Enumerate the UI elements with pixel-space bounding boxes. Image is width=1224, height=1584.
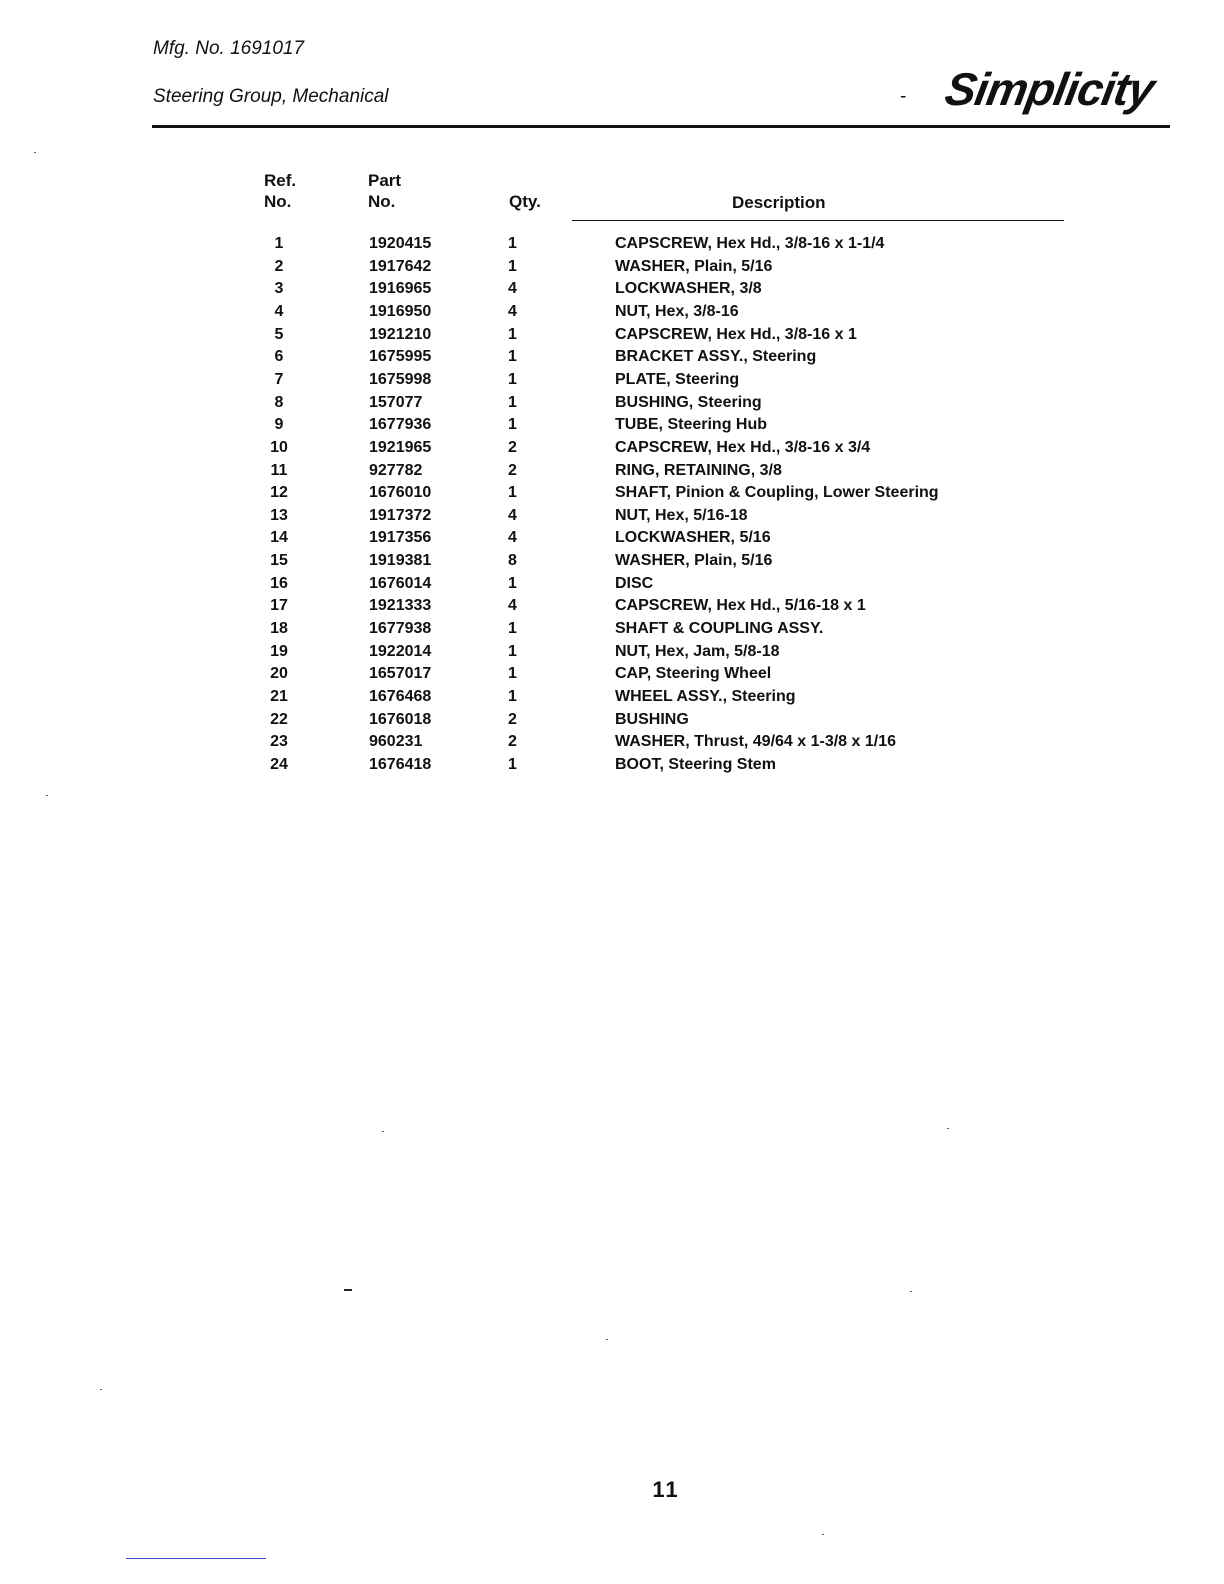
scan-speck [822,1534,824,1535]
description-cell: NUT, Hex, 3/8-16 [615,302,739,320]
part-no-cell: 1917356 [369,529,432,547]
qty-cell: 4 [508,529,517,547]
qty-cell: 4 [508,597,517,615]
description-cell: RING, RETAINING, 3/8 [615,461,782,479]
part-no-cell: 1676468 [369,688,432,705]
description-cell: LOCKWASHER, 3/8 [615,280,762,298]
scan-speck [100,1389,102,1390]
description-cell: TUBE, Steering Hub [615,416,768,434]
description-cell: CAPSCREW, Hex Hd., 3/8-16 x 1 [615,325,857,343]
part-no-cell: 1676018 [369,710,432,728]
part-no-cell: 1916965 [369,280,432,298]
ref-no-cell: 5 [274,325,284,343]
description-cell: LOCKWASHER, 5/16 [615,529,771,547]
qty-cell: 4 [508,280,517,298]
group-title: Steering Group, Mechanical [153,86,389,107]
simplicity-logo: Simplicity [941,63,1158,115]
mfg-number: Mfg. No. 1691017 [153,38,305,59]
ref-no-cell: 1 [274,235,284,252]
ref-no-cell: 20 [270,665,288,683]
part-no-header [368,170,401,212]
ref-no-cell: 19 [270,642,288,660]
part-no-cell: 927782 [369,461,423,479]
part-no-cell: 1917372 [369,506,432,524]
ref-no-header [264,170,296,212]
part-no-cell: 1676010 [369,484,432,502]
part-no-cell: 1921210 [369,325,432,343]
scan-speck [46,795,48,796]
part-no-cell: 1916950 [369,302,432,320]
header-underline [572,220,1064,221]
ref-no-cell: 11 [270,461,288,479]
qty-cell: 1 [508,370,517,388]
qty-cell: 4 [508,302,517,320]
description-cell: CAP, Steering Wheel [615,665,772,683]
ref-no-cell: 22 [270,710,288,728]
description-cell: WHEEL ASSY., Steering [615,688,796,705]
ref-no-cell: 9 [274,416,284,434]
description-cell: BUSHING, Steering [615,393,762,411]
qty-cell: 1 [508,688,517,705]
scan-speck [344,1289,352,1291]
qty-cell: 1 [508,755,517,773]
qty-cell: 1 [508,235,517,252]
qty-cell: 2 [508,733,517,751]
ref-no-cell: 23 [270,733,288,751]
ref-no-cell: 18 [270,620,288,638]
part-no-cell: 1675998 [369,370,432,388]
qty-cell: 2 [508,438,517,456]
scan-speck [606,1339,608,1340]
description-cell: WASHER, Thrust, 49/64 x 1-3/8 x 1/16 [615,733,897,751]
part-no-cell: 1922014 [369,642,432,660]
part-no-cell: 1921965 [369,438,432,456]
description-cell: PLATE, Steering [615,370,740,388]
description-cell: NUT, Hex, 5/16-18 [615,506,748,524]
description-header: Description [732,193,826,212]
qty-cell: 1 [508,484,517,502]
header-rule [152,125,1170,128]
description-cell: BRACKET ASSY., Steering [615,348,817,366]
part-no-cell: 1676014 [369,574,432,592]
ref-header-line2: No. [264,192,292,211]
ref-no-cell: 14 [270,529,288,547]
part-no-cell: 1917642 [369,257,432,275]
ref-no-cell: 12 [270,484,288,502]
description-cell: CAPSCREW, Hex Hd., 3/8-16 x 3/4 [615,438,871,456]
description-cell: WASHER, Plain, 5/16 [615,552,773,570]
ref-header-line1: Ref. [264,171,297,190]
description-cell: CAPSCREW, Hex Hd., 3/8-16 x 1-1/4 [615,235,885,252]
qty-cell: 1 [508,393,517,411]
scan-speck [910,1291,912,1292]
part-no-cell: 1677936 [369,416,432,434]
part-no-cell: 1920415 [369,235,432,252]
qty-cell: 1 [508,257,517,275]
part-no-cell: 1677938 [369,620,432,638]
qty-cell: 1 [508,348,517,366]
qty-header: Qty. [509,192,541,211]
part-no-cell: 157077 [369,393,423,411]
ref-no-cell: 21 [270,688,288,705]
scan-speck [947,1128,949,1129]
qty-cell: 1 [508,574,517,592]
qty-cell: 1 [508,665,517,683]
qty-cell: 1 [508,620,517,638]
description-cell: WASHER, Plain, 5/16 [615,257,773,275]
qty-cell: 8 [508,552,517,570]
part-no-cell: 1919381 [369,552,432,570]
description-cell: SHAFT & COUPLING ASSY. [615,620,824,638]
ref-no-cell: 3 [274,280,284,298]
ref-no-cell: 16 [270,574,288,592]
ref-no-cell: 4 [274,302,284,320]
scan-speck [382,1131,384,1132]
ref-no-cell: 17 [270,597,288,615]
page-number: 11 [652,1477,680,1502]
ref-no-cell: 13 [270,506,288,524]
footer-line [126,1558,266,1559]
part-no-cell: 1676418 [369,755,432,773]
description-cell: CAPSCREW, Hex Hd., 5/16-18 x 1 [615,597,866,615]
qty-cell: 4 [508,506,517,524]
description-cell: BOOT, Steering Stem [615,755,776,773]
part-no-cell: 1675995 [369,348,432,366]
qty-cell: 1 [508,325,517,343]
part-no-cell: 1657017 [369,665,432,683]
ref-no-cell: 7 [274,370,284,388]
description-cell: DISC [615,574,654,592]
ref-no-cell: 15 [270,552,288,570]
qty-cell: 2 [508,461,517,479]
part-no-cell: 960231 [369,733,423,751]
part-header-line2: No. [368,192,396,211]
scan-speck [34,152,36,153]
description-cell: BUSHING [615,710,689,728]
ref-no-cell: 8 [274,393,284,411]
description-cell: SHAFT, Pinion & Coupling, Lower Steering [615,484,939,502]
ref-no-cell: 10 [270,438,288,456]
qty-cell: 2 [508,710,517,728]
header-dash: - [900,86,907,107]
description-cell: NUT, Hex, Jam, 5/8-18 [615,642,780,660]
qty-cell: 1 [508,642,517,660]
qty-cell: 1 [508,416,517,434]
ref-no-cell: 24 [270,755,288,773]
ref-no-cell: 6 [274,348,284,366]
part-header-line1: Part [368,171,402,190]
ref-no-cell: 2 [274,257,284,275]
part-no-cell: 1921333 [369,597,432,615]
